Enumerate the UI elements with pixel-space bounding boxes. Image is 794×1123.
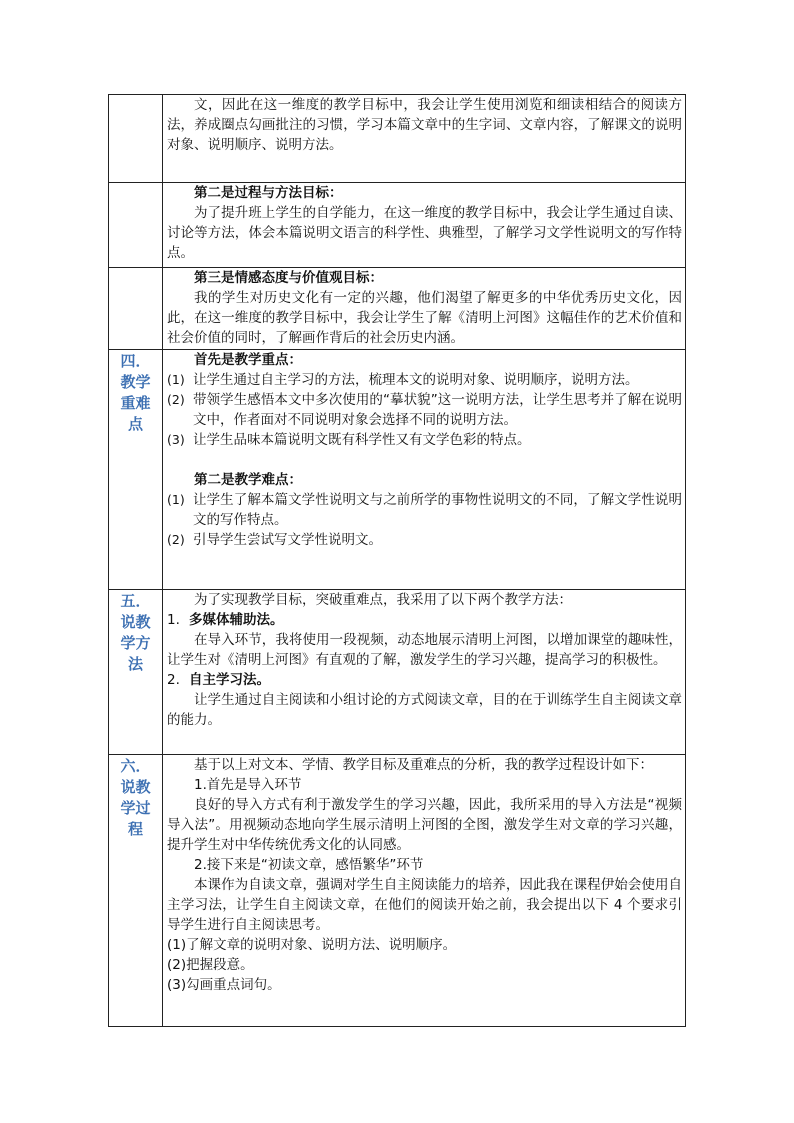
section-label-line: 六． <box>120 757 151 775</box>
section-content-cell <box>163 95 686 183</box>
section-content <box>163 268 685 348</box>
table-row <box>109 755 686 1027</box>
section-content <box>163 95 685 155</box>
section-content-cell <box>163 268 686 350</box>
list-item-number: (1) <box>167 372 185 387</box>
heading-number: 2. <box>167 672 185 688</box>
paragraph: 为了实现教学目标，突破重难点，我采用了以下两个教学方法： <box>194 592 572 608</box>
list-item <box>167 430 682 450</box>
section-label-line: 学方 <box>120 634 151 652</box>
section-label-line: 五． <box>120 592 151 610</box>
requirement-item: (2)把握段意。 <box>167 957 254 973</box>
list-item-text: 让学生通过自主学习的方法，梳理本文的说明对象、说明顺序，说明方法。 <box>193 372 639 388</box>
paragraph: 良好的导入方式有利于激发学生的学习兴趣，因此，我所采用的导入方法是“视频导入法”。用视频动态地向学生展示清明上河图的全图，激发学生对文章的学习兴趣，提升学生对中华传统优秀文化的认同感。 <box>167 797 682 853</box>
paragraph: 让学生通过自主阅读和小组讨论的方式阅读文章，目的在于训练学生自主阅读文章的能力。 <box>167 692 682 728</box>
section-label <box>109 350 162 435</box>
paragraph: 为了提升班上学生的自学能力，在这一维度的教学目标中，我会让学生通过自读、讨论等方法，体会本篇说明文语言的科学性、典雅型，了解学习文学性说明文的写作特点。 <box>167 205 682 261</box>
list-item-text: 引导学生尝试写文学性说明文。 <box>193 532 382 548</box>
section-content <box>163 350 685 550</box>
list-item <box>167 490 682 530</box>
table-row <box>109 183 686 268</box>
section-label-cell <box>109 755 163 1027</box>
section-label-line: 说教 <box>120 778 151 796</box>
requirement-item: (3)勾画重点词句。 <box>167 977 281 993</box>
lesson-plan-table <box>108 94 686 1027</box>
section-label-line: 程 <box>127 820 143 838</box>
section-label-line: 教学 <box>120 373 151 391</box>
table-row <box>109 350 686 590</box>
section-content-cell <box>163 350 686 590</box>
blank-line <box>167 450 682 470</box>
list-item-number: (1) <box>167 492 185 507</box>
section-label-line: 重难 <box>120 394 151 412</box>
section-label-cell <box>109 268 163 350</box>
paragraph: 2.接下来是“初读文章，感悟繁华”环节 <box>194 857 424 873</box>
section-label <box>109 95 162 96</box>
paragraph: 本课作为自读文章，强调对学生自主阅读能力的培养，因此我在课程伊始会使用自主学习法，让学生自主阅读文章，在他们的阅读开始之前，我会提出以下 4 个要求引导学生进行自主阅读思考。 <box>167 877 682 933</box>
lesson-plan-body <box>109 95 686 1027</box>
heading-number: 1. <box>167 612 185 628</box>
table-row <box>109 268 686 350</box>
list-item <box>167 390 682 430</box>
section-content <box>163 755 685 995</box>
list-item-number: (2) <box>167 392 185 407</box>
list-item <box>167 370 682 390</box>
section-label <box>109 755 162 840</box>
list-item-number: (2) <box>167 532 185 547</box>
list-item <box>167 530 682 550</box>
paragraph: 1.首先是导入环节 <box>194 777 302 793</box>
section-content-cell <box>163 755 686 1027</box>
section-content <box>163 590 685 730</box>
list-item-text: 让学生品味本篇说明文既有科学性又有文学色彩的特点。 <box>193 432 531 448</box>
section-content <box>163 183 685 263</box>
table-row <box>109 95 686 183</box>
sub-heading: 第三是情感态度与价值观目标： <box>194 270 383 286</box>
paragraph: 基于以上对文本、学情、教学目标及重难点的分析，我的教学过程设计如下： <box>194 757 653 773</box>
paragraph: 文，因此在这一维度的教学目标中，我会让学生使用浏览和细读相结合的阅读方法，养成圈点勾画批注的习惯，学习本篇文章中的生字词、文章内容，了解课文的说明对象、说明顺序、说明方法。 <box>167 97 682 153</box>
requirement-item: (1)了解文章的说明对象、说明方法、说明顺序。 <box>167 937 457 953</box>
section-label <box>109 268 162 269</box>
sub-heading: 第二是过程与方法目标： <box>194 185 343 201</box>
section-label-line: 学过 <box>120 799 151 817</box>
sub-heading: 首先是教学重点： <box>194 352 302 368</box>
heading-text: 多媒体辅助法。 <box>189 612 284 628</box>
section-label <box>109 590 162 675</box>
section-label-cell <box>109 590 163 755</box>
section-label-line: 说教 <box>120 613 151 631</box>
list-item-text: 带领学生感悟本文中多次使用的“摹状貌”这一说明方法，让学生思考并了解在说明文中，作者面对不同说明对象会选择不同的说明方法。 <box>193 392 682 428</box>
section-label <box>109 183 162 184</box>
section-label-line: 法 <box>127 655 143 673</box>
numbered-heading <box>167 610 682 630</box>
table-row <box>109 590 686 755</box>
section-label-line: 点 <box>127 415 143 433</box>
sub-heading: 第二是教学难点： <box>194 472 302 488</box>
paragraph: 我的学生对历史文化有一定的兴趣，他们渴望了解更多的中华优秀历史文化，因此，在这一维度的教学目标中，我会让学生了解《清明上河图》这幅佳作的艺术价值和社会价值的同时，了解画作背后的社会历史内涵。 <box>167 290 682 346</box>
list-item-text: 让学生了解本篇文学性说明文与之前所学的事物性说明文的不同，了解文学性说明文的写作特点。 <box>193 492 682 528</box>
list-item-number: (3) <box>167 432 185 447</box>
section-label-line: 四． <box>120 352 151 370</box>
heading-text: 自主学习法。 <box>189 672 270 688</box>
section-content-cell <box>163 590 686 755</box>
section-content-cell <box>163 183 686 268</box>
section-label-cell <box>109 350 163 590</box>
section-label-cell <box>109 95 163 183</box>
section-label-cell <box>109 183 163 268</box>
paragraph: 在导入环节，我将使用一段视频，动态地展示清明上河图，以增加课堂的趣味性，让学生对《清明上河图》有直观的了解，激发学生的学习兴趣，提高学习的积极性。 <box>167 632 682 668</box>
numbered-heading <box>167 670 682 690</box>
